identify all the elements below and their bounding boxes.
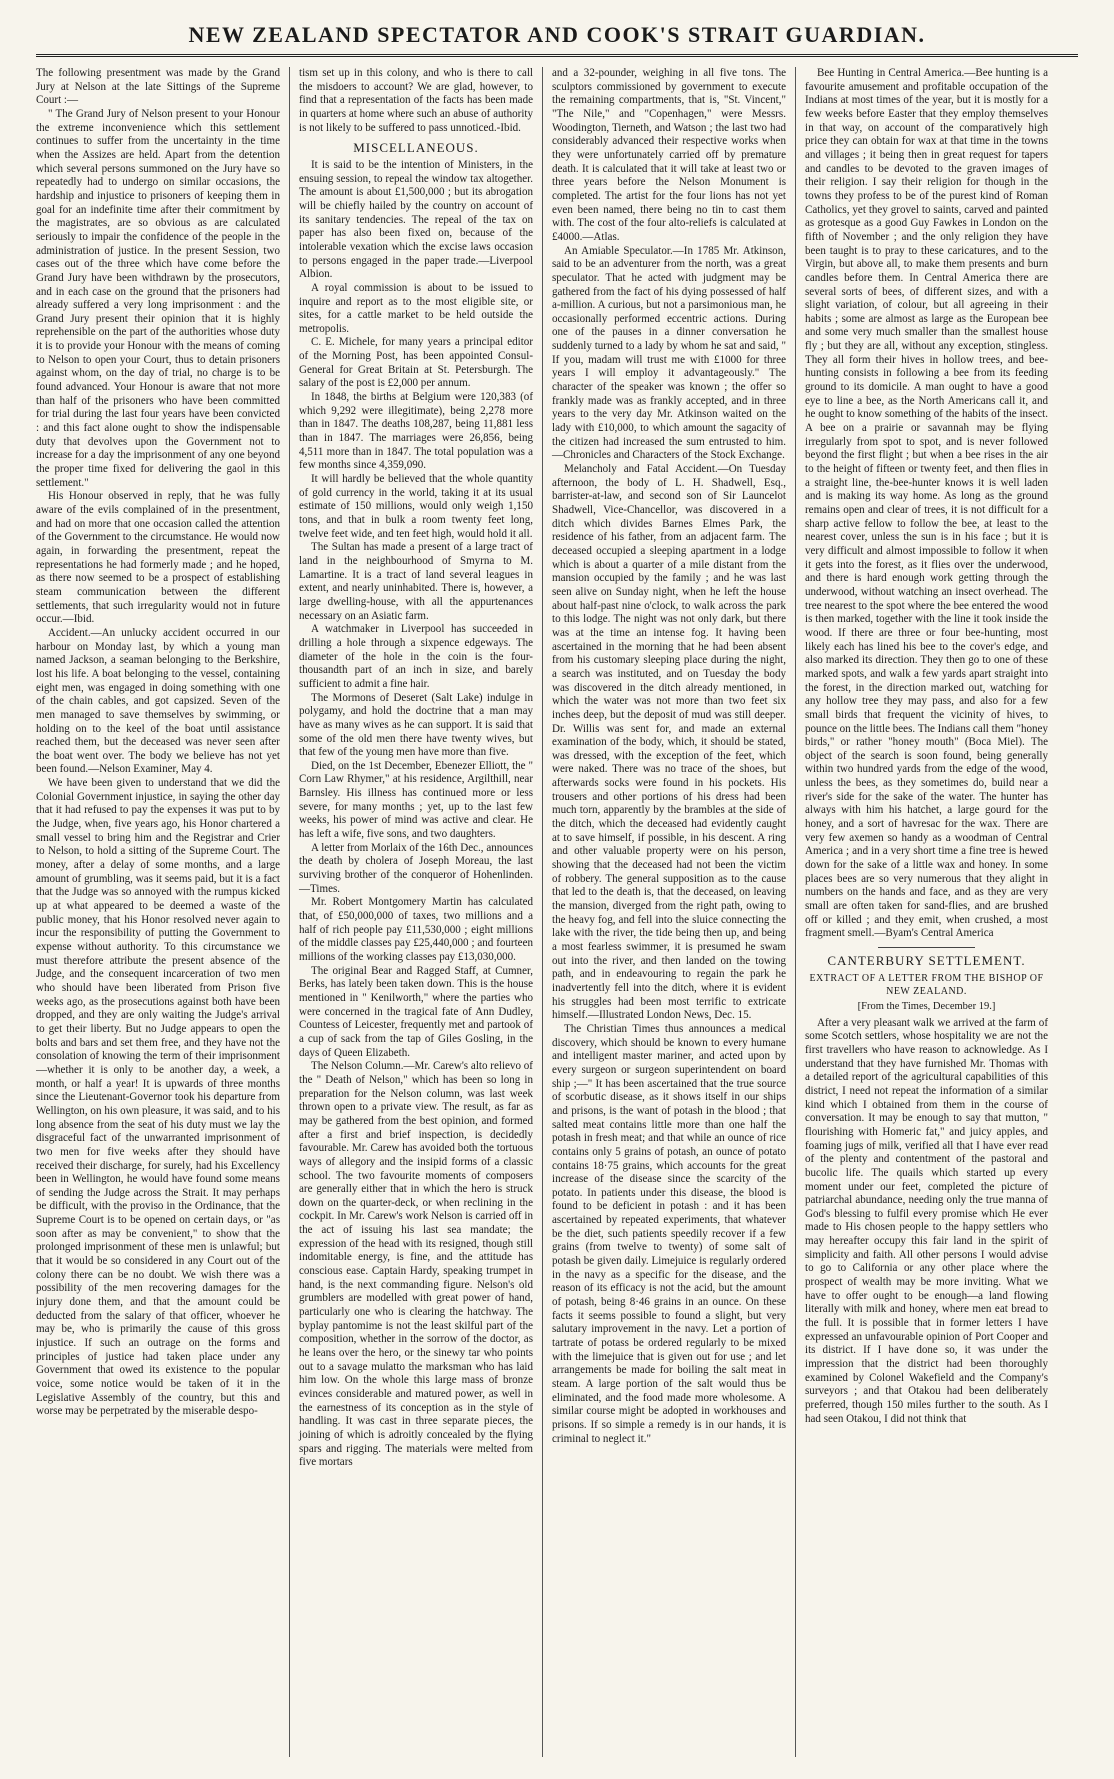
column-4 xyxy=(795,67,1048,1757)
paragraph: The Sultan has made a present of a large tract of land in the neighbourhood of Smyrna to M. Lamartine. It is a tract of land several leagues in extent, and nearly uninhabited. There is, however, a large dwelling-house, with all the appurtenances necessary on an Asiatic farm. xyxy=(299,541,533,622)
paragraph: The Christian Times thus announces a medical discovery, which should be known to every humane and intelligent master mariner, and acted upon by every surgeon or surgeon superintendent on board ship ;—" It has been ascertained that the true source of scorbutic disease, as it shows itself in our ships and prisons, is the want of potash in the blood ; that salted meat contains little more than one half the potash in fresh meat; and that while an ounce of rice contains only 5 grains of potash, an ounce of potato contains 18·75 grains, which accounts for the great increase of the disease since the scarcity of the potato. In patients under this disease, the blood is found to be deficient in potash : and it has been ascertained by repeated experiments, that whatever be the diet, such patients speedily recover if a few grains (from twelve to twenty) of some salt of potash be given daily. Limejuice is regularly ordered in the navy as a specific for the disease, and the reason of its efficacy is not the acid, but the amount of potash, being 8·46 grains in an ounce. On these facts it seems possible to found a slight, but very salutary improvement in the navy. Let a portion of tartrate of potass be ordered regularly to be mixed with the limejuice that is given out for use ; and let arrangements be made for boiling the salt meat in steam. A large portion of the salt would thus be eliminated, and the food made more wholesome. A similar course might be adopted in workhouses and prisons. If so simple a remedy is in our hands, it is criminal to neglect it." xyxy=(552,1022,786,1445)
paragraph: A letter from Morlaix of the 16th Dec., announces the death by cholera of Joseph Moreau, the last surviving brother of the conqueror of Hohenlinden.—Times. xyxy=(299,841,533,895)
section-heading-canterbury: CANTERBURY SETTLEMENT. xyxy=(827,953,1026,968)
paragraph: Bee Hunting in Central America.—Bee hunting is a favourite amusement and profitable occupation of the Indians at most times of the year, but it is mostly for a few weeks before Easter that they employ themselves in that way, on account of the comparatively high price they can obtain for wax at that time in the towns and villages ; it being then in great request for tapers and candles to be devoted to the graven images of their religion. I say their religion for though in the towns they profess to be of the purest kind of Roman Catholics, yet they grovel to saints, carved and painted as grotesque as a good Guy Fawkes in London on the fifth of November ; and the only religion they have been taught is to pray to these caricatures, and to the Virgin, but above all, to make them presents and burn candles before them. In Central America there are several sorts of bees, of different sizes, and with a slight variation, of colour, but all agreeing in their habits ; some are almost as large as the European bee and some very much smaller than the smallest house fly ; but they are all, without any exception, stingless. They all form their hives in hollow trees, and bee-hunting consists in following a bee from its feeding ground to its domicile. A man ought to have a good eye to line a bee, as the North Americans call it, and he ought to know something of the habits of the insect. A bee on a prairie or savannah may be flying irregularly from spot to spot, and is never followed beyond the first flight ; but when a bee rises in the air to the height of fifteen or twenty feet, and then flies in a straight line, the-bee-hunter knows it is well laden and is making its way home. As long as the ground remains open and clear of trees, it is not difficult for a sharp active fellow to follow the bee, at least to the nearest cover, unless the sun is in his face ; but it is very difficult and almost impossible to follow it when it gets into the forest, as it flies over the underwood, and there is hard enough work getting through the underwood, without watching an insect overhead. The tree nearest to the spot where the bee entered the wood is then marked, together with the line it took inside the wood. If there are three or four bee-hunting, most likely each has lined his bee to the cover's edge, and also marked its direction. They then go to one of these marked spots, and walk a few yards apart straight into the forest, in the direction marked out, watching for any hollow tree they may pass, and also for a few small birds that frequent the vicinity of hives, to pounce on the little bees. The Indians call them "honey birds," or rather "honey mouth" (Boca Miel). The object of the search is soon found, being generally within two hundred yards from the edge of the wood, unless the bees, as they sometimes do, build near a river's side for the sake of the water. The hunter has always with him his hatchet, a large gourd for the honey, and a sort of havresac for the wax. There are very few axemen so handy as a woodman of Central America ; and in a very short time a fine tree is hewed down for the sake of a little wax and honey. In some places bees are so very numerous that they alight in numbers on the hands and face, and as they are very small are often taken for sand-flies, and are brushed off or killed ; and they emit, when crushed, a most fragment smell.—Byam's Central America xyxy=(805,67,1048,940)
paragraph: A royal commission is about to be issued to inquire and report as to the most eligible site, or sites, for a cattle market to be held outside the metropolis. xyxy=(299,281,533,335)
masthead-rule xyxy=(36,54,1078,57)
paragraph: C. E. Michele, for many years a principal editor of the Morning Post, has been appointed Consul-General for Great Britain at St. Petersburgh. The salary of the post is £2,000 per annum. xyxy=(299,336,533,390)
section-divider xyxy=(878,947,975,948)
paragraph: and a 32-pounder, weighing in all five tons. The sculptors commissioned by government to execute the remaining compartments, that is, "St. Vincent," "The Nile," and "Copenhagen," were Messrs. Woodington, Tierneth, and Watson ; the last two had considerably advanced their respective works when they were unfortunately carried off by premature death. It is calculated that it will take at least two or three years before the Nelson Monument is completed. The artist for the four lions has not yet even been named, there being no tin to cast them with. The cost of the four alto-reliefs is calculated at £4000.—Atlas. xyxy=(552,67,786,243)
paragraph: Accident.—An unlucky accident occurred in our harbour on Monday last, by which a young man named Jackson, a seaman belonging to the Berkshire, lost his life. A boat belonging to the vessel, containing eight men, was engaged in doing something with one of the chain cables, and got capsized. Seven of the men managed to save themselves by swimming, or holding on to the keel of the boat until assistance reached them, but the deceased was never seen after the boat went over. The body we believe has not yet been found.—Nelson Examiner, May 4. xyxy=(36,626,280,776)
paragraph: Mr. Robert Montgomery Martin has calculated that, of £50,000,000 of taxes, two millions and a half of rich people pay £11,530,000 ; eight millions of the middle classes pay £25,440,000 ; and fourteen millions of the working classes pay £13,030,000. xyxy=(299,896,533,963)
masthead: NEW ZEALAND SPECTATOR AND COOK'S STRAIT GUARDIAN. xyxy=(188,22,926,47)
paragraph: In 1848, the births at Belgium were 120,383 (of which 9,292 were illegitimate), being 2,278 more than in 1847. The deaths 108,287, being 11,881 less than in 1847. The marriages were 26,856, being 4,511 more than in 1847. The total population was a few months since 4,359,090. xyxy=(299,391,533,472)
paragraph: " The Grand Jury of Nelson present to your Honour the extreme inconvenience which this settlement continues to suffer from the uncertainty in the time when the Assizes are held. Apart from the detention which several persons summoned on the Jury have so repeatedly had to undergo on similar occasions, the hardship and injustice to prisoners of keeping them in goal for an indefinite time after their commitment by the magistrates, are so obvious as are calculated seriously to impair the confidence of the people in the administration of justice. In the present Session, two cases out of the three which have come before the Grand Jury have been withdrawn by the prosecutors, and in each case on the ground that the prisoners had already suffered a very long imprisonment : and the Grand Jury present their opinion that it is highly reprehensible on the part of the authorities whose duty it is to provide your Honour with the means of coming to Nelson to open your Court, thus to detain prisoners against whom, on the day of trial, no charge is to be found advanced. Your Honour is aware that not more than half of the prisoners who have been committed for trial during the last four years have been convicted : and this fact alone ought to show the indispensable duty that devolves upon the Government not to increase for a day the imprisonment of any one beyond the proper time fixed for delivering the gaol in this settlement." xyxy=(36,107,280,489)
paragraph: A watchmaker in Liverpool has succeeded in drilling a hole through a sixpence edgeways. The diameter of the hole in the coin is the four-thousandth part of an inch in size, and barely sufficient to admit a fine hair. xyxy=(299,623,533,690)
column-1 xyxy=(36,67,289,1757)
paragraph: The Nelson Column.—Mr. Carew's alto relievo of the " Death of Nelson," which has been so long in preparation for the Nelson column, was last week thrown open to a private view. The result, as far as may be gathered from the best opinion, and formed after a first and brief inspection, is decidedly favourable. Mr. Carew has avoided both the tortuous ways of allegory and the insipid forms of a classic school. The two favourite moments of composers are generally either that in which the hero is struck down on the quarter-deck, or when reclining in the cockpit. In Mr. Carew's work Nelson is carried off in the act of issuing his last sea mandate; the expression of the head with its resigned, though still indomitable energy, is fine, and the attitude has conscious ease. Captain Hardy, speaking trumpet in hand, is the next commanding figure. Nelson's old grumblers are modelled with great power of hand, particularly one who is clearing the hatchway. The byplay pantomime is not the least skilful part of the composition, whether in the sorrow of the doctor, as he leans over the hero, or the sinewy tar who points out to a savage mulatto the marksman who has laid him low. On the whole this large mass of bronze evinces considerable and matured power, as well in the earnestness of its conception as in the style of handling. It was cast in three separate pieces, the joining of which is adroitly concealed by the flying spars and rigging. The materials were melted from five mortars xyxy=(299,1060,533,1469)
paragraph: The original Bear and Ragged Staff, at Cumner, Berks, has lately been taken down. This is the house mentioned in " Kenilworth," where the parties who were concerned in the tragical fate of Ann Dudley, Countess of Leicester, frequently met and partook of a cup of sack from the tap of Giles Gosling, in the days of Queen Elizabeth. xyxy=(299,964,533,1059)
column-3 xyxy=(542,67,795,1757)
paragraph: Died, on the 1st December, Ebenezer Elliott, the " Corn Law Rhymer," at his residence, Argilthill, near Barnsley. His illness has continued more or less severe, for many months ; yet, up to the last few weeks, his power of mind was active and clear. He has left a wife, five sons, and two daughters. xyxy=(299,759,533,841)
paragraph: Melancholy and Fatal Accident.—On Tuesday afternoon, the body of L. H. Shadwell, Esq., barrister-at-law, and second son of Sir Launcelot Shadwell, Vice-Chancellor, was discovered in a ditch which divides Barnes Elmes Park, the residence of his father, from an adjacent farm. The deceased occupied a sleeping apartment in a lodge which is about a quarter of a mile distant from the mansion occupied by the family ; and he was last seen alive on Sunday night, when he left the house about half-past nine o'clock, to walk across the park to this lodge. The night was not only dark, but there was at the time an intense fog. It having been ascertained in the morning that he had been absent from his customary sleeping place during the night, a search was instituted, and on Tuesday the body was discovered in the ditch already mentioned, in which the water was not more than two feet six inches deep, but the deposit of mud was still deeper. Dr. Willis was sent for, and made an external examination of the body, which, it should be stated, was dressed, with the exception of the feet, which were naked. There was no trace of the shoes, but afterwards socks were found in his pockets. His trousers and other portions of his dress had been much torn, apparently by the brambles at the side of the ditch, which the deceased had evidently caught at to save himself, if possible, in his descent. A ring and other valuable property were on his person, showing that the deceased had not been the victim of robbery. The general supposition as to the cause that led to the death is, that the deceased, on leaving the mansion, diverged from the right path, owing to the heavy fog, and fell into the sluice connecting the lake with the river, the tide being then up, and being a most fearless swimmer, it is presumed he swam out into the river, and then landed on the towing path, and in endeavouring to regain the park he inadvertently fell into the ditch, where it is evident his struggles had been most terrific to extricate himself.—Illustrated London News, Dec. 15. xyxy=(552,463,786,1022)
dateline: [From the Times, December 19.] xyxy=(857,1000,996,1012)
paragraph: His Honour observed in reply, that he was fully aware of the evils complained of in the presentment, and had on more that one occasion called the attention of the Government to the circumstance. He would now again, in forwarding the presentment, repeat the representations he had formerly made ; and he hoped, as there now seemed to be a prospect of establishing steam communication between the different settlements, that such irregularity would not in future occur.—Ibid. xyxy=(36,490,280,626)
section-heading-miscellaneous: MISCELLANEOUS. xyxy=(353,140,479,156)
paragraph: An Amiable Speculator.—In 1785 Mr. Atkinson, said to be an adventurer from the north, was a great speculator. That he acted with judgment may be gathered from the fact of his dying possessed of half a-million. A curious, but not a parsimonious man, he occasionally performed eccentric actions. During one of the pauses in a dinner conversation he suddenly turned to a lady by whom he sat and said, " If you, madam will trust me with £1000 for three years I will employ it advantageously." The character of the speaker was known ; the offer so frankly made was as frankly accepted, and in three years to the very day Mr. Atkinson waited on the lady with £10,000, to which amount the sagacity of the citizen had increased the sum entrusted to him.—Chronicles and Characters of the Stock Exchange. xyxy=(552,244,786,462)
paragraph: The Mormons of Deseret (Salt Lake) indulge in polygamy, and hold the doctrine that a man may have as many wives as he can support. It is said that some of the old men there have twenty wives, but that few of the young men have more than five. xyxy=(299,691,533,759)
column-2 xyxy=(289,67,542,1757)
paragraph: After a very pleasant walk we arrived at the farm of some Scotch settlers, whose hospitality we are not the first travellers who have reason to acknowledge. As I understand that they have furnished Mr. Thomas with a detailed report of the agricultural capabilities of this district, I need not repeat the information of a similar kind which I obtained from them in the course of conversation. It may be enough to say that mutton, " flourishing with Homeric fat," and juicy apples, and foaming jugs of milk, verified all that I have ever read of the plenty and contentment of the pastoral and bucolic life. The quails which started up every moment under our feet, completed the picture of patriarchal abundance, needing only the true manna of God's blessing to fulfil every promise which He ever made to His chosen people to the happy settlers who may hereafter occupy this fair land in the spirit of simplicity and faith. All other persons I would advise to go to California or any other place where the prospect of wealth may be more inviting. What we have to offer ought to be enough—a land flowing literally with milk and honey, where men eat bread to the full. It is possible that in former letters I have expressed an unfavourable opinion of Port Cooper and its district. If I have done so, it was under the impression that the district had been thoroughly examined by Colonel Wakefield and the Company's surveyors ; and that Otakou had been deliberately preferred, though 150 miles further to the south. As I had seen Otakou, I did not think that xyxy=(805,1016,1048,1425)
letter-subheading: EXTRACT OF A LETTER FROM THE BISHOP OF NEW ZEALAND. xyxy=(809,972,1044,998)
paragraph: tism set up in this colony, and who is there to call the misdoers to account? We are glad, however, to find that a representation of the facts has been made in quarters at home where such an abuse of authority is not likely to be suffered to pass unnoticed.-Ibid. xyxy=(299,67,533,134)
columns xyxy=(36,67,1078,1757)
paragraph: The following presentment was made by the Grand Jury at Nelson at the late Sittings of the Supreme Court :— xyxy=(36,67,280,107)
paragraph: It will hardly be believed that the whole quantity of gold currency in the world, taking it at its usual estimate of 150 millions, would only weigh 1,150 tons, and that in bulk a room twenty feet long, twelve feet wide, and ten feet high, would hold it all. xyxy=(299,473,533,540)
paragraph: It is said to be the intention of Ministers, in the ensuing session, to repeal the window tax altogether. The amount is about £1,500,000 ; but its abrogation will be chiefly hailed by the country on account of its sanitary tendencies. The repeal of the tax on paper has also been fixed on, because of the intolerable vexation which the excise laws occasion to persons engaged in the paper trade.—Liverpool Albion. xyxy=(299,158,533,281)
paragraph: We have been given to understand that we did the Colonial Government injustice, in saying the other day that it had refused to pay the expenses it was put to by the Judge, when, five years ago, his Honor chartered a small vessel to bring him and the Registrar and Crier to Nelson, to hold a sitting of the Supreme Court. The money, after a delay of some months, and a large amount of grumbling, was it seems paid, but it is a fact that the Judge was so annoyed with the rumpus kicked up at what appeared to be deemed a waste of the public money, that his Honor resolved never again to incur the responsibility of putting the Government to expense without authority. To this circumstance we must therefore attribute the present absence of the Judge, and the consequent incarceration of two men who should have been liberated from Prison five weeks ago, as the prosecutions against both have been dropped, and they are only waiting the Judge's arrival to get their liberty. But no Judge appears to open the bolts and bars and set them free, and they have not the consolation of knowing the term of their imprisonment—whether it is only to be another day, a week, a month, or half a year! It is upwards of three months since the Lieutenant-Governor took his departure from Wellington, on his own pleasure, it was said, and to his long absence from the seat of his duty must we lay the disgraceful fact of the unwarranted imprisonment of two men for five weeks after they should have received their discharge, for surely, had his Excellency been in Wellington, he would have found some means of sending the Judge across the Strait. It may perhaps be difficult, with the proviso in the Ordinance, that the Supreme Court is to be opened on certain days, or "as soon after as may be convenient," to show that the prolonged imprisonment of these men is unlawful; but that it would be so considered in any Court out of the colony there can be no doubt. We wish there was a possibility of the men recovering damages for the injury done them, and that the amount could be deducted from the salary of that officer, whoever he may be, who is primarily the cause of this gross injustice. If such an outrage on the forms and principles of justice had taken place under any Government that owed its existence to the popular voice, some notice would be taken of it in the Legislative Assembly of the country, but this and worse may be perpetrated by the miserable despo- xyxy=(36,777,280,1418)
